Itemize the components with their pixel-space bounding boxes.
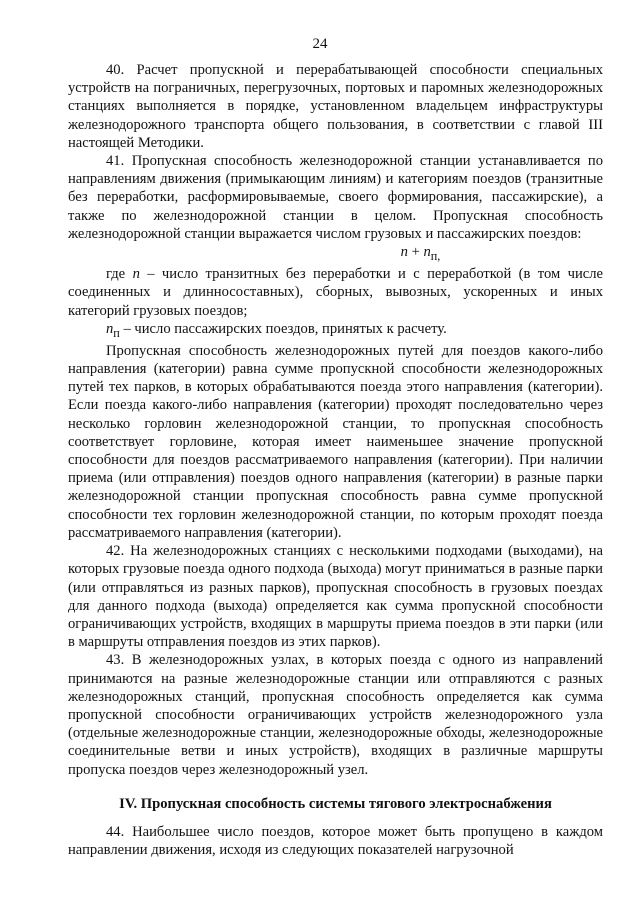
section-heading: IV. Пропускная способность системы тягового электроснабжения bbox=[119, 795, 552, 812]
definition-np-text: – число пассажирских поездов, принятых к расчету. bbox=[119, 320, 447, 337]
paragraph-routes: Пропускная способность железнодорожных путей для поездов какого-либо направления (категории) равна сумме пропускной способности железнодорожных путей тех парков, в которых обрабатываются поезда этого направления (категории). Если поезда какого-либо направления (категории) проходят последовательно через несколько горловин железнодорожной станции, то пропускная способность соответствует горловине, которая имеет наименьшее значение пропускной способности для поездов рассматриваемого направления (категории). При наличии приема (или отправления) поездов одного направления (категории) в разные парки железнодорожной станции пропускная способность равна сумме пропускной способности тех горловин железнодорожной станции, по которым проходят поезда рассматриваемого направления (категории). bbox=[68, 342, 603, 541]
spacer bbox=[68, 779, 603, 789]
paragraph-44: 44. Наибольшее число поездов, которое может быть пропущено в каждом направлении движения, исходя из следующих показателей нагрузочной bbox=[68, 823, 603, 859]
formula-var-n: n bbox=[400, 244, 408, 261]
definition-text: – число транзитных без переработки и с переработкой (в том числе соединенных и длинносоставных), сборных, вывозных, ускоренных и иных категорий грузовых поездов; bbox=[68, 266, 604, 319]
formula-plus: + bbox=[407, 244, 424, 261]
document-body bbox=[68, 61, 603, 859]
definition-prefix: где bbox=[106, 266, 133, 283]
paragraph-42: 42. На железнодорожных станциях с несколькими подходами (выходами), на которых грузовые поезда одного подхода (выхода) могут приниматься в разные парки (или отправляться из разных парков), пропускная способность в грузовых поездах для данного подхода (выхода) определяется как сумма пропускной способности ограничивающих устройств, входящих в маршруты приема поездов в эти парки (или в маршруты отправления поездов из этих парков). bbox=[68, 543, 603, 651]
paragraph-43: 43. В железнодорожных узлах, в которых поезда с одного из направлений принимаются на разные железнодорожные станции или отправляются с разных железнодорожных станций, пропускная способность определяется как сумма пропускной способности ограничивающих устройств железнодорожного узла (отдельные железнодорожные станции, железнодорожные обходы, железнодорожные соединительные ветви и иных устройств), входящих в различные маршруты пропуска поездов через железнодорожный узел. bbox=[68, 652, 603, 778]
definition-var: n bbox=[132, 266, 140, 283]
definition-np-var: n bbox=[106, 320, 114, 337]
formula-subscript: п, bbox=[430, 248, 441, 263]
page-number: 24 bbox=[312, 36, 328, 52]
definition-np bbox=[68, 320, 603, 342]
formula bbox=[68, 243, 603, 265]
definition-np-sub: п bbox=[113, 325, 120, 340]
paragraph-40: 40. Расчет пропускной и перерабатывающей способности специальных устройств на пограничных, перегрузочных, портовых и паромных железнодорожных станциях выполняется в порядке, установленном владельцем инфраструктуры железнодорожного транспорта общего пользования, в соответствии с главой III настоящей Методики. bbox=[68, 62, 603, 151]
paragraph-41: 41. Пропускная способность железнодорожной станции устанавливается по направлениям движения (примыкающим линиям) и категориям поездов (транзитные без переработки, расформировываемые, своего формирования, пассажирские), а также по железнодорожной станции в целом. Пропускная способность железнодорожной станции выражается числом грузовых и пассажирских поездов: bbox=[68, 153, 603, 242]
definition-n bbox=[68, 265, 603, 320]
formula-var-np: n bbox=[423, 244, 431, 261]
